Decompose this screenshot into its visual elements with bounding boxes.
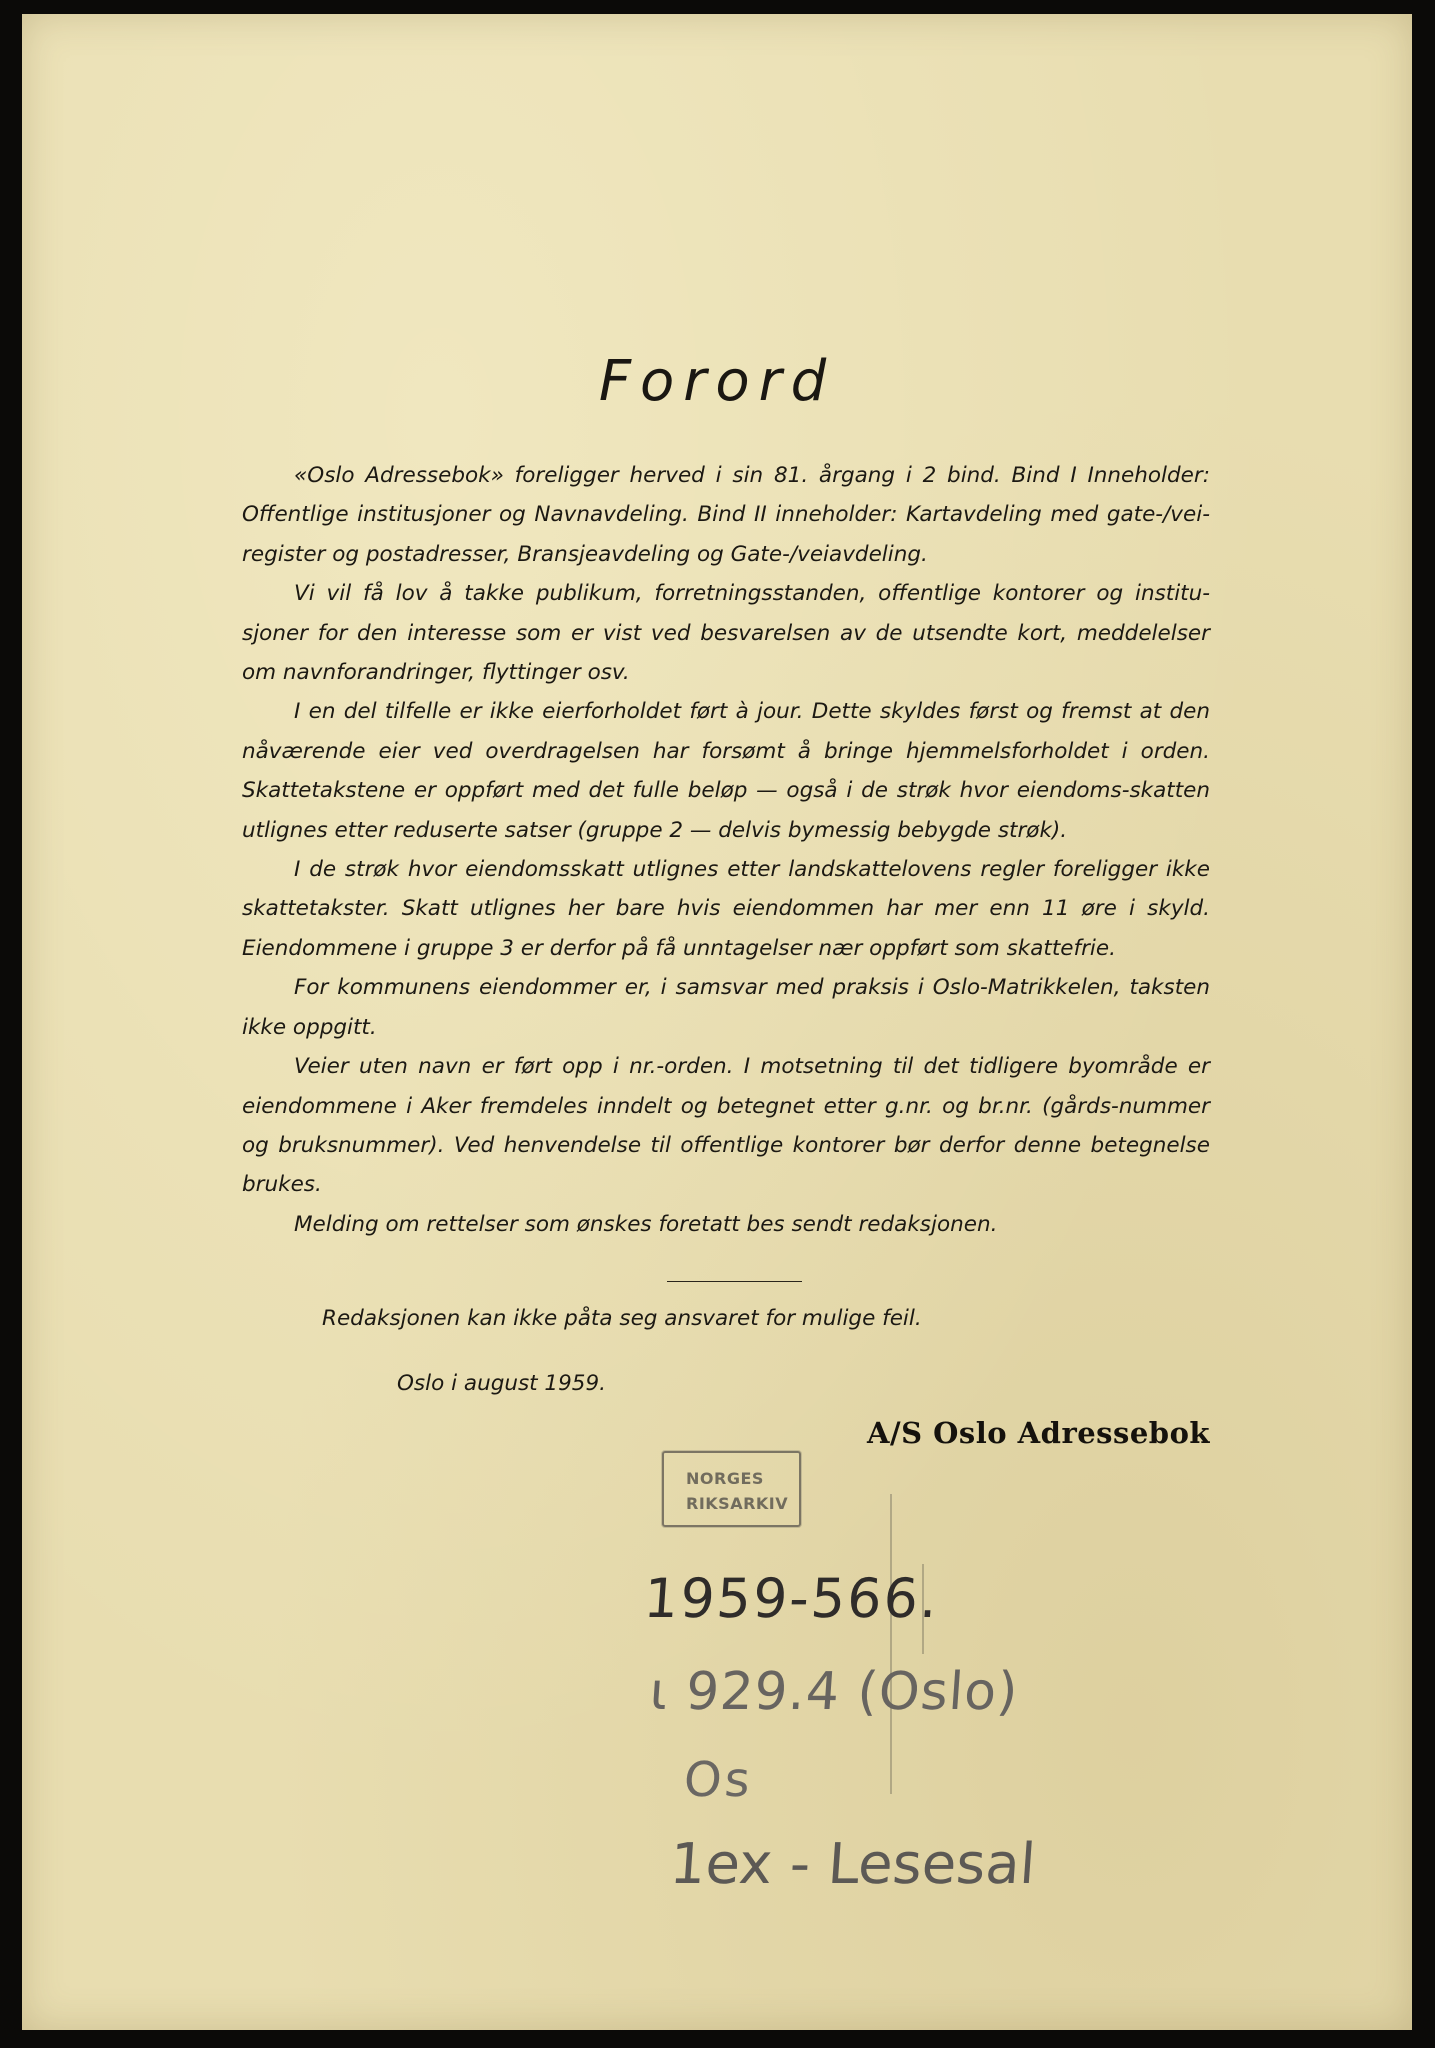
foreword-body: [242, 456, 1210, 1244]
stamp-line-1: NORGES: [686, 1469, 764, 1488]
stamp-line-2: RIKSARKIV: [686, 1494, 789, 1513]
paragraph-4: I de strøk hvor eiendomsskatt utlignes etter landskattelovens regler foreligger ikke skattetakster. Skatt utlignes her bare hvis eiendommen har mer enn 11 øre i skyld. Eiendommene i gruppe 3 er derfor på få unntagelser nær oppført som skattefrie.: [242, 857, 1210, 961]
document-page: [22, 14, 1412, 2030]
disclaimer-text: Redaksjonen kan ikke påta seg ansvaret for mulige feil.: [322, 1306, 922, 1331]
archive-stamp: [662, 1451, 801, 1527]
dateline: Oslo i august 1959.: [397, 1371, 606, 1396]
pencil-stroke: [890, 1494, 892, 1794]
handwritten-classification: ι 929.4 (Oslo): [647, 1662, 1021, 1722]
page-title: Forord: [598, 349, 836, 414]
paragraph-3: I en del tilfelle er ikke eierforholdet ført à jour. Dette skyldes først og fremst at den nåværende eier ved overdragelsen har forsømt å bringe hjemmelsforholdet i orden. Skattetakstene er oppført med det fulle beløp — også i de strøk hvor eiendoms-skatten utlignes etter reduserte satser (gruppe 2 — delvis bymessig bebygde strøk).: [242, 699, 1210, 843]
paragraph-1: «Oslo Adressebok» foreligger herved i sin 81. årgang i 2 bind. Bind I Inneholder: Offentlige institusjoner og Navnavdeling. Bind II inneholder: Kartavdeling med gate-/vei-register og postadresser, Bransjeavdeling og Gate-/veiavdeling.: [242, 463, 1210, 567]
publisher-signature: A/S Oslo Adressebok: [867, 1416, 1210, 1450]
handwritten-copy-note: 1ex - Lesesal: [667, 1832, 1038, 1897]
handwritten-accession-number: 1959-566.: [641, 1567, 942, 1630]
paragraph-5: For kommunens eiendommer er, i samsvar med praksis i Oslo-Matrikkelen, taksten ikke oppgitt.: [242, 975, 1210, 1040]
paragraph-2: Vi vil få lov å takke publikum, forretningsstanden, offentlige kontorer og institu-sjoner for den interesse som er vist ved besvarelsen av de utsendte kort, meddelelser om navnforandringer, flyttinger osv.: [242, 581, 1210, 686]
paragraph-6: Veier uten navn er ført opp i nr.-orden. I motsetning til det tidligere byområde er eiendommene i Aker fremdeles inndelt og betegnet etter g.nr. og br.nr. (gårds-nummer og bruksnummer). Ved henvendelse til offentlige kontorer bør derfor denne betegnelse brukes.: [242, 1054, 1210, 1198]
handwritten-location-code: Os: [682, 1752, 755, 1808]
separator-rule: [667, 1281, 802, 1282]
paragraph-7: Melding om rettelser som ønskes foretatt bes sendt redaksjonen.: [294, 1211, 998, 1237]
